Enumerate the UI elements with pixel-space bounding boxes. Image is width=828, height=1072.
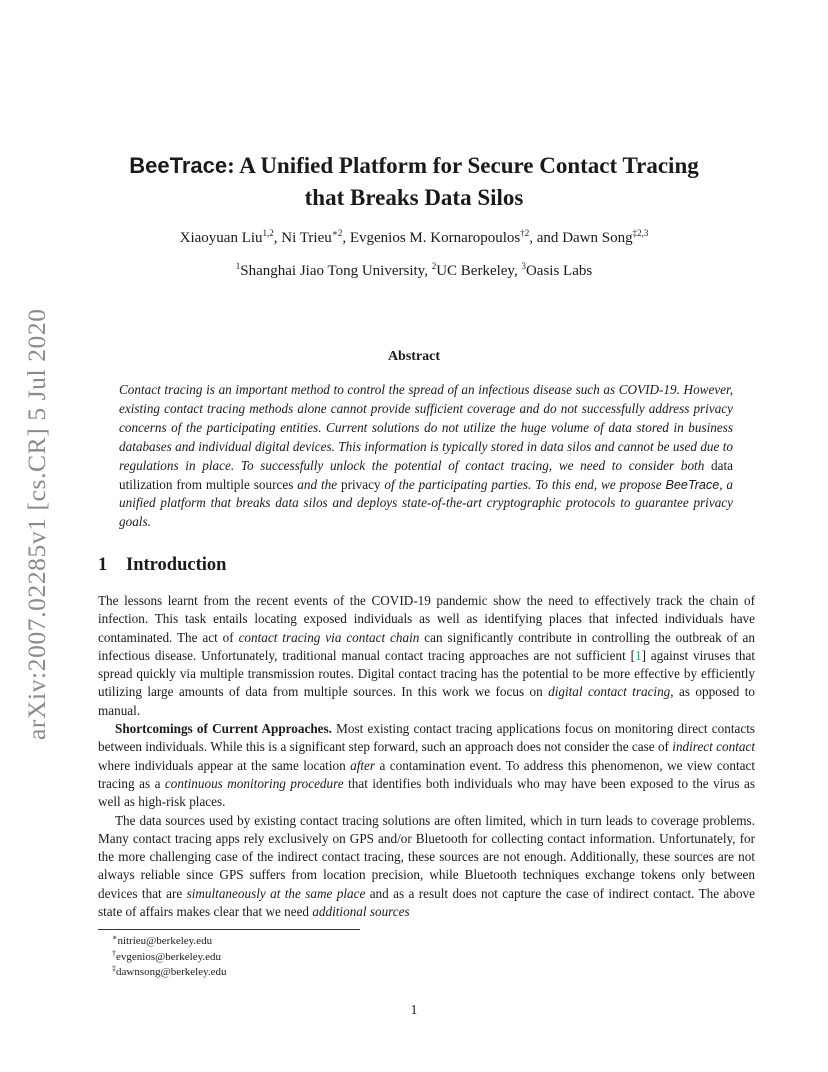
author-name: Dawn Song <box>562 230 633 246</box>
affiliation-mark: 3 <box>521 261 526 271</box>
page-number: 1 <box>410 1002 418 1017</box>
author-separator: , and <box>529 230 563 246</box>
section-heading <box>98 555 498 576</box>
author-mark: †2 <box>520 228 530 238</box>
footnote-mark: ‡ <box>112 964 116 973</box>
author-separator: , <box>273 230 282 246</box>
title-line2: that Breaks Data Silos <box>304 185 524 210</box>
paragraph <box>98 592 755 720</box>
abstract-upright-segment: privacy <box>340 476 381 492</box>
abstract-text-segment: of the participating parties. To this end, we propose <box>380 476 666 492</box>
citation-link[interactable]: 1 <box>634 647 642 663</box>
section-title: Introduction <box>126 555 227 575</box>
footnote-divider <box>98 929 360 930</box>
footnote-mark: ∗ <box>112 933 118 942</box>
emphasis-segment: continuous monitoring procedure <box>164 775 344 791</box>
author-separator: , <box>342 230 350 246</box>
text-segment: The lessons learnt from the recent events of the COVID-19 pandemic show the need to effectively track the chain of infection. This task entails locating exposed individuals as well as identifying places that infected individuals have contaminated. The act of <box>98 593 755 645</box>
paragraph <box>98 812 755 922</box>
text-segment: The data sources used by existing contact tracing solutions are often limited, which in turn leads to coverage problems. Many contact tracing apps rely exclusively on GPS and/or Bluetooth for collecting contact information. Unfortunately, for the more challenging case of the indirect contact tracing, these sources are not enough. Additionally, these sources are not always reliable since GPS suffers from location precision, while Bluetooth techniques exchange tokens only between devices that are <box>98 812 755 901</box>
author-mark: 1,2 <box>262 228 274 238</box>
text-segment: ] against viruses that spread quickly via multiple transmission routes. Digital contact tracing has the potential to be more effective by efficiently utilizing large amounts of data from multiple sources. In this work we focus on <box>98 647 755 700</box>
affiliation-separator: , <box>424 263 432 279</box>
affiliation-name: Oasis Labs <box>525 263 593 279</box>
title-line1-rest: : A Unified Platform for Secure Contact Tracing <box>227 153 699 178</box>
abstract-text-segment: and the <box>293 476 341 492</box>
emphasis-segment: digital contact tracing <box>548 684 671 700</box>
abstract-upright-segment: data utilization from multiple sources <box>119 457 733 492</box>
footnote-email: evgenios@berkeley.edu <box>116 950 222 963</box>
author-name: Evgenios M. Kornaropoulos <box>349 230 521 246</box>
abstract-text-segment: Contact tracing is an important method to control the spread of an infectious disease such as COVID-19. However, existing contact tracing methods alone cannot provide sufficient coverage and do not successfully address privacy concerns of the participating entities. Current solutions do not utilize the huge volume of data stored in business databases and individual digital devices. This information is typically stored in data silos and cannot be used due to regulations in place. To successfully unlock the potential of contact tracing, we need to consider both <box>119 382 733 473</box>
affiliation-list <box>80 261 748 281</box>
text-segment: where individuals appear at the same location <box>98 757 351 773</box>
paragraph <box>98 720 755 811</box>
text-segment: , as opposed to manual. <box>98 684 755 718</box>
footnotes <box>112 934 512 981</box>
footnote <box>112 950 512 966</box>
abstract-heading: Abstract <box>387 349 441 364</box>
affiliation-mark: 1 <box>235 261 241 271</box>
introduction-body <box>98 592 755 921</box>
emphasis-segment: additional sources <box>312 904 410 920</box>
footnote-email: dawnsong@berkeley.edu <box>116 966 227 978</box>
affiliation-name: Shanghai Jiao Tong University <box>240 263 425 279</box>
footnote-mark: † <box>112 948 116 958</box>
text-segment: Most existing contact tracing applications focus on monitoring direct contacts between individuals. While this is a significant step forward, such an approach does not consider the case of <box>98 721 756 755</box>
text-segment: can significantly contribute in controlling the outbreak of an infectious disease. Unfortunately, traditional manual contact tracing approaches are not sufficient [ <box>98 629 755 663</box>
emphasis-segment: after <box>350 757 376 773</box>
footnote <box>112 934 512 950</box>
text-segment: that identifies both individuals who may have been exposed to the virus as well as high-risk places. <box>98 775 755 810</box>
affiliation-name: UC Berkeley <box>436 263 514 279</box>
text-segment: a contamination event. To address this phenomenon, we view contact tracing as a <box>98 757 756 791</box>
abstract-system-name: BeeTrace <box>665 477 720 492</box>
affiliation-mark: 2 <box>431 261 437 271</box>
text-segment: and as a result does not capture the case of indirect contact. The above state of affairs makes clear that we need <box>98 885 755 920</box>
emphasis-segment: simultaneously at the same place <box>186 885 366 901</box>
author-name: Ni Trieu <box>281 230 332 246</box>
footnote-email: nitrieu@berkeley.edu <box>117 935 213 947</box>
paragraph-heading: Shortcomings of Current Approaches. <box>115 721 332 737</box>
affiliation-separator: , <box>513 263 522 279</box>
author-name: Xiaoyuan Liu <box>179 230 263 246</box>
paper-title <box>100 150 728 214</box>
author-list <box>80 228 748 248</box>
title-system-name: BeeTrace <box>129 153 228 178</box>
author-mark: ‡2,3 <box>632 228 649 238</box>
arxiv-stamp: arXiv:2007.02285v1 [cs.CR] 5 Jul 2020 <box>22 308 51 740</box>
emphasis-segment: contact tracing via contact chain <box>238 629 420 645</box>
section-number: 1 <box>98 555 108 575</box>
footnote <box>112 965 512 981</box>
emphasis-segment: indirect contact <box>672 739 755 755</box>
abstract-text-segment: , a unified platform that breaks data silos and deploys state-of-the-art cryptographic protocols to guarantee privacy goals. <box>119 476 734 530</box>
abstract-body <box>119 381 733 532</box>
author-mark: ∗2 <box>331 228 343 238</box>
